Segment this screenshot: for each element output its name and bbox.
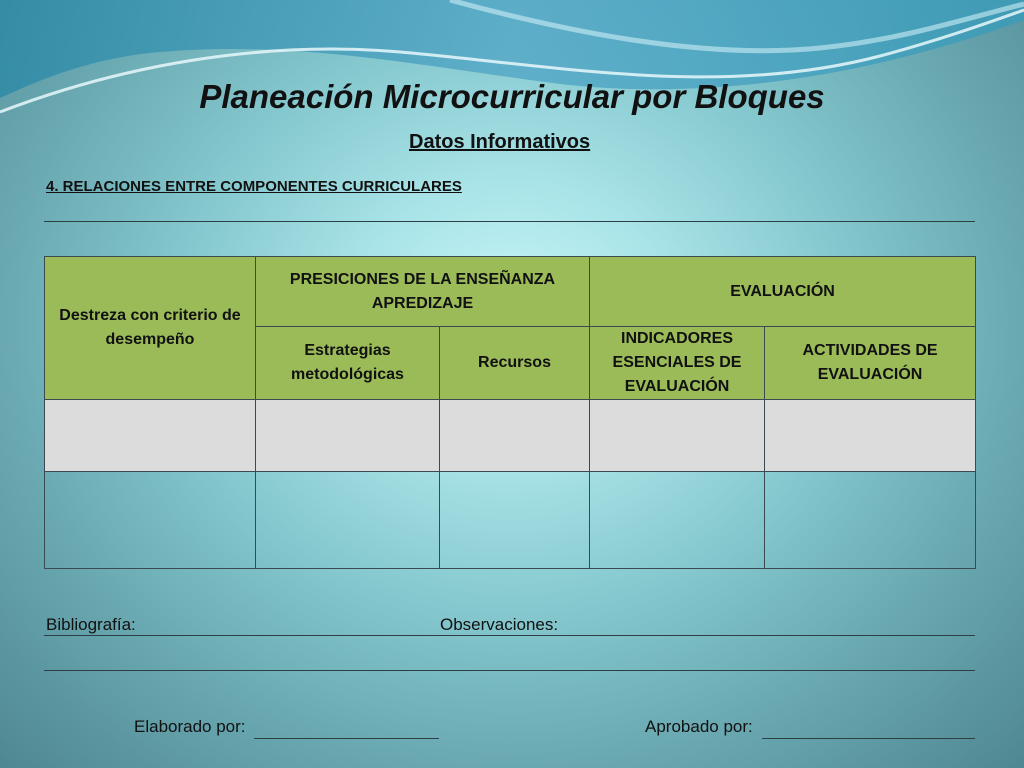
col-header-indicadores: INDICADORES ESENCIALES DE EVALUACIÓN <box>590 327 765 400</box>
elaborado-line[interactable] <box>254 738 439 739</box>
col-header-estrategias: Estrategias metodológicas <box>256 327 440 400</box>
observaciones-label: Observaciones: <box>440 615 559 634</box>
table-cell[interactable] <box>590 472 765 569</box>
col-header-actividades: ACTIVIDADES DE EVALUACIÓN <box>765 327 976 400</box>
extra-line[interactable] <box>44 670 975 671</box>
bibliografia-line[interactable] <box>44 635 975 636</box>
table-cell[interactable] <box>765 400 976 472</box>
table-cell[interactable] <box>45 400 256 472</box>
table-cell[interactable] <box>256 400 440 472</box>
table-cell[interactable] <box>45 472 256 569</box>
table-row <box>45 472 976 569</box>
bibliografia-label: Bibliografía: <box>46 615 136 634</box>
table-cell[interactable] <box>590 400 765 472</box>
table-cell[interactable] <box>440 400 590 472</box>
page-subtitle: Datos Informativos <box>409 131 591 153</box>
table-cell[interactable] <box>256 472 440 569</box>
curriculum-table <box>44 256 976 569</box>
col-header-recursos: Recursos <box>440 327 590 400</box>
group-header-evaluacion: EVALUACIÓN <box>590 257 976 327</box>
aprobado-label: Aprobado por: <box>645 717 753 736</box>
table-cell[interactable] <box>765 472 976 569</box>
group-header-ensenanza: PRESICIONES DE LA ENSEÑANZA APREDIZAJE <box>256 257 590 327</box>
table-cell[interactable] <box>440 472 590 569</box>
page-title: Planeación Microcurricular por Bloques <box>199 78 825 115</box>
section-divider <box>44 221 975 222</box>
section-heading: 4. RELACIONES ENTRE COMPONENTES CURRICULARES <box>46 178 462 195</box>
elaborado-label: Elaborado por: <box>134 717 246 736</box>
col-header-destreza: Destreza con criterio de desempeño <box>45 257 256 400</box>
aprobado-line[interactable] <box>762 738 975 739</box>
table-row <box>45 400 976 472</box>
